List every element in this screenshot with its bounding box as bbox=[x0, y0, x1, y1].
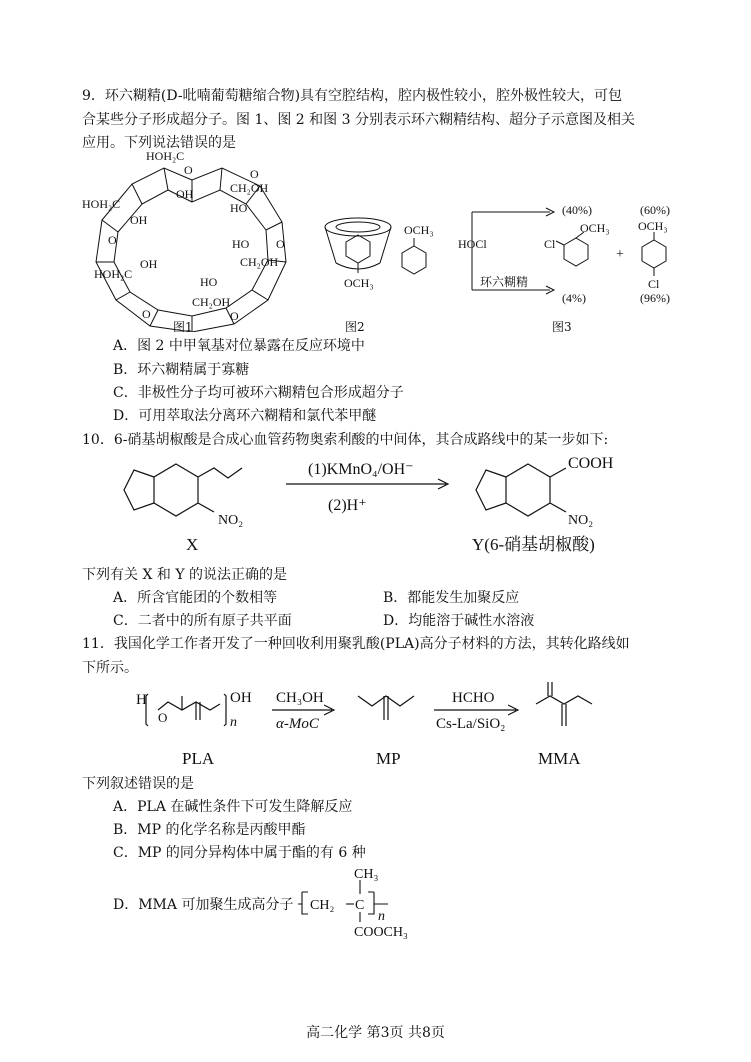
fig1-label-11: OH bbox=[140, 257, 158, 271]
q9-stem-line2: 合某些分子形成超分子。图 1、图 2 和图 3 分别表示环六糊精结构、超分子示意图及相关 bbox=[82, 112, 635, 128]
fig1-label-7: OH bbox=[176, 187, 194, 201]
q10-option-b: B．都能发生加聚反应 bbox=[383, 590, 520, 606]
fig1-label-1: HOH₂C bbox=[146, 150, 185, 163]
fig3-p1-bottom: (4%) bbox=[562, 291, 586, 305]
fig3-ortho-cl: Cl bbox=[544, 237, 556, 251]
q11-option-d: D．MMA 可加聚生成高分子 bbox=[113, 897, 294, 913]
fig1-label-5: CH₂OH bbox=[240, 255, 279, 269]
q11-reagent2: HCHO bbox=[452, 690, 495, 706]
label-x: X bbox=[186, 535, 199, 554]
fig3-caption: 图3 bbox=[552, 320, 572, 334]
q9-option-b: B．环六糊精属于寡糖 bbox=[113, 362, 250, 378]
q11-option-d-polymer bbox=[298, 864, 448, 940]
fig3-p2-top: (60%) bbox=[640, 203, 670, 217]
q11-catalyst1: α-MoC bbox=[276, 716, 319, 732]
q10-stem: 下列有关 X 和 Y 的说法正确的是 bbox=[82, 567, 288, 583]
fig1-label-14: O bbox=[108, 233, 117, 247]
pla-o: O bbox=[158, 710, 168, 725]
q9-stem-line3: 应用。下列说法错误的是 bbox=[82, 135, 236, 151]
fig1-label-17: O bbox=[276, 237, 285, 251]
fig3-reactant-label: OCH₃ bbox=[404, 223, 434, 237]
figure2-supramolecule bbox=[318, 205, 398, 305]
pla-h: H bbox=[136, 692, 147, 708]
q9-option-c: C．非极性分子均可被环六糊精包合形成超分子 bbox=[113, 385, 404, 401]
q9-option-d: D．可用萃取法分离环六糊精和氯代苯甲醚 bbox=[113, 408, 377, 424]
fig1-label-12: HO bbox=[200, 275, 218, 289]
fig1-label-10: HO bbox=[232, 237, 250, 251]
q10-stem-line1: 10．6-硝基胡椒酸是合成心血管药物奥索利酸的中间体，其合成路线中的某一步如下: bbox=[82, 432, 609, 448]
y-no2: NO₂ bbox=[568, 513, 594, 528]
q9-option-a: A．图 2 中甲氧基对位暴露在反应环境中 bbox=[113, 338, 365, 354]
q11-option-c: C．MP 的同分异构体中属于酯的有 6 种 bbox=[113, 845, 366, 861]
q10-option-a: A．所含官能团的个数相等 bbox=[113, 590, 278, 606]
polymer-ch2: CH₂ bbox=[310, 898, 335, 913]
fig1-label-2: HOH₂C bbox=[82, 197, 121, 211]
polymer-cooch3: COOCH₃ bbox=[354, 925, 408, 940]
q10-condition1: (1)KMnO₄/OH⁻ bbox=[308, 461, 414, 478]
fig1-label-18: O bbox=[250, 167, 259, 181]
fig1-label-4: CH₂OH bbox=[230, 181, 269, 195]
fig2-caption: 图2 bbox=[345, 320, 365, 334]
fig1-label-16: O bbox=[230, 309, 239, 323]
fig3-plus: + bbox=[616, 247, 624, 262]
y-cooh: COOH bbox=[568, 455, 614, 472]
figure1-cyclodextrin bbox=[80, 150, 305, 332]
fig3-reagent: HOCl bbox=[458, 237, 487, 251]
fig1-label-8: OH bbox=[130, 213, 148, 227]
polymer-c: C bbox=[355, 898, 365, 913]
fig1-label-9: HO bbox=[230, 201, 248, 215]
q11-option-a: A．PLA 在碱性条件下可发生降解反应 bbox=[113, 799, 353, 815]
fig3-para-cl: Cl bbox=[648, 277, 660, 291]
page-footer: 高二化学 第3页 共8页 bbox=[306, 1025, 445, 1041]
fig1-label-15: O bbox=[142, 307, 151, 321]
q11-reagent1: CH₃OH bbox=[276, 690, 324, 706]
q9-stem-line1: 9．环六糊精(D-吡喃葡萄糖缩合物)具有空腔结构，腔内极性较小，腔外极性较大，可包 bbox=[82, 88, 623, 104]
q11-option-b: B．MP 的化学名称是丙酸甲酯 bbox=[113, 822, 306, 838]
fig3-p2-bottom: (96%) bbox=[640, 291, 670, 305]
fig3-ortho-och3: OCH₃ bbox=[580, 221, 610, 235]
q10-option-d: D．均能溶于碱性水溶液 bbox=[383, 613, 535, 629]
q11-stem: 下列叙述错误的是 bbox=[82, 776, 194, 792]
fig1-label-3: HOH₂C bbox=[94, 267, 133, 281]
fig3-p1-top: (40%) bbox=[562, 203, 592, 217]
figure3-reaction bbox=[400, 198, 700, 338]
polymer-ch3: CH₃ bbox=[354, 867, 379, 882]
fig3-para-och3: OCH₃ bbox=[638, 219, 668, 233]
label-y: Y(6-硝基胡椒酸) bbox=[472, 535, 595, 554]
q11-stem-line2: 下所示。 bbox=[82, 660, 138, 676]
label-pla: PLA bbox=[182, 749, 215, 768]
q10-reaction-scheme bbox=[118, 450, 638, 560]
x-no2: NO₂ bbox=[218, 513, 244, 528]
polymer-n: n bbox=[378, 909, 385, 924]
label-mp: MP bbox=[376, 749, 401, 768]
fig3-catalyst: 环六糊精 bbox=[480, 275, 529, 289]
q11-reaction-scheme bbox=[136, 682, 636, 772]
pla-n: n bbox=[230, 715, 237, 730]
q10-condition2: (2)H⁺ bbox=[328, 497, 367, 514]
fig1-label-13: O bbox=[184, 163, 193, 177]
fig2-label: OCH₃ bbox=[344, 276, 374, 290]
q11-catalyst2: Cs-La/SiO₂ bbox=[436, 716, 506, 732]
q10-option-c: C．二者中的所有原子共平面 bbox=[113, 613, 292, 629]
pla-oh: OH bbox=[230, 690, 252, 706]
label-mma: MMA bbox=[538, 749, 581, 768]
q11-stem-line1: 11．我国化学工作者开发了一种回收利用聚乳酸(PLA)高分子材料的方法，其转化路线如 bbox=[82, 636, 630, 652]
fig1-label-6: CH₂OH bbox=[192, 295, 231, 309]
fig1-caption: 图1 bbox=[173, 320, 193, 334]
